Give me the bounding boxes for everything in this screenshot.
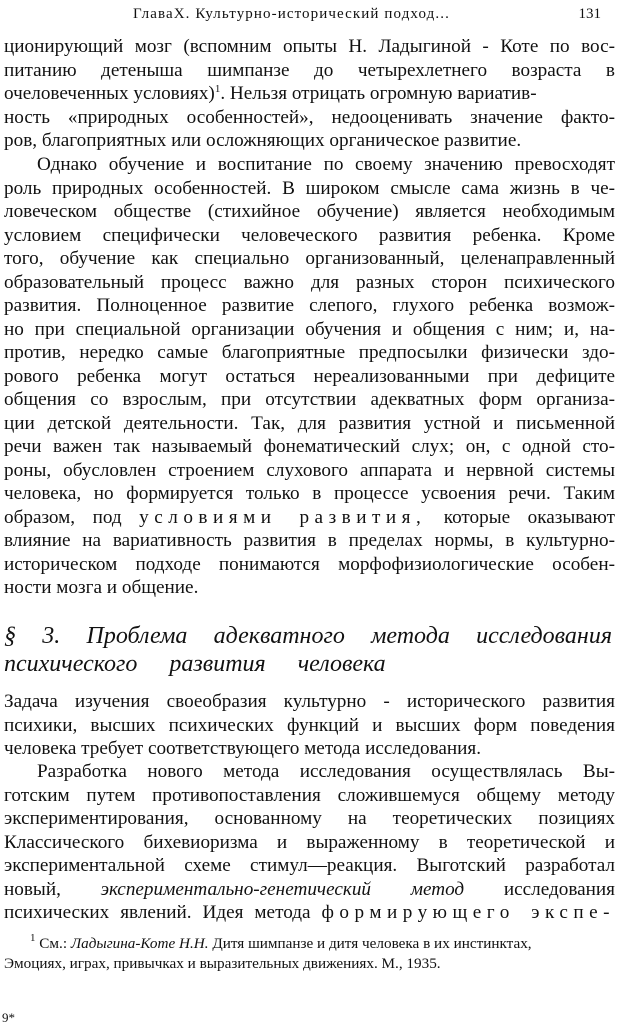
paragraph-3 — [4, 690, 615, 761]
text-line: роны, обусловлен строением слухового аппарата и нервной системы — [4, 459, 615, 481]
text-line: того, обучение как специально организованный, целенаправленный — [4, 248, 615, 269]
text-line — [4, 878, 615, 902]
spaced-emphasis: формирующего экспе- — [321, 902, 616, 923]
paragraph-4 — [4, 760, 615, 925]
paragraph-2 — [4, 153, 615, 600]
text-span: психических явлений. Идея метода — [4, 902, 311, 923]
footnote-author: Ладыгина-Коте Н.Н. — [70, 935, 209, 952]
text-line: рового ребенка могут остаться нереализованными при дефиците — [4, 365, 615, 387]
text-line: ров, благоприятных или осложняющих органическое развитие. — [4, 130, 522, 151]
text-line: ции детской деятельности. Так, для развития устной и письменной — [4, 412, 615, 434]
running-title: ГлаваХ. Культурно-исторический подход... — [133, 6, 450, 22]
text-line: роль природных особенностей. В широком смысле сама жизнь в че- — [4, 177, 615, 199]
running-header — [0, 6, 620, 26]
text-line: готским путем противопоставления сложившемуся общему методу — [4, 784, 615, 806]
text-line: психики, высших психических функций и высших форм поведения — [4, 714, 615, 736]
text-line: человека требует соответствующего метода исследования. — [4, 738, 482, 759]
text-line: против, нередко самые благоприятные предпосылки физически здо- — [4, 342, 615, 363]
text-line: общения со взрослым, при отсутствии адекватных форм организа- — [4, 389, 615, 410]
page-number: 131 — [578, 6, 601, 22]
section-heading — [4, 622, 612, 678]
heading-line: § 3. Проблема адекватного метода исследования — [4, 623, 612, 649]
text-span: новый, — [4, 878, 61, 900]
text-line: Задача изучения своеобразия культурно - исторического развития — [4, 691, 615, 712]
signature-mark: 9* — [2, 1010, 15, 1025]
text-line: ционирующий мозг (вспомним опыты Н. Ладыгиной - Коте по вос- — [4, 36, 615, 57]
text-line — [4, 82, 615, 106]
text-span: См.: — [39, 935, 68, 952]
footnote-line — [4, 934, 615, 954]
text-line: ность «природных особенностей», недооценивать значение факто- — [4, 106, 615, 128]
text-line: условием специфически человеческого развития ребенка. Кроме — [4, 224, 615, 246]
text-line: образовательный процесс важно для разных сторон психического — [4, 271, 615, 293]
text-line: влияние на вариативность развития в пределах нормы, в культурно- — [4, 530, 615, 551]
text-span: . Нельзя отрицать огромную вариатив- — [220, 83, 537, 104]
text-line: речи важен так называемый фонематический слух; он, с одной сто- — [4, 436, 615, 457]
spaced-emphasis: условиями развития, — [139, 506, 427, 528]
text-line: историческом подходе понимаются морфофизиологические особен- — [4, 553, 615, 575]
text-line: ловеческом обществе (стихийное обучение) является необходимым — [4, 201, 615, 222]
text-span: Дитя шимпанзе и дитя человека в их инстинктах, — [212, 935, 532, 952]
text-line: Классического бихевиоризма и выраженному в теоретической и — [4, 831, 615, 853]
italic-emphasis: экспериментально-генетический метод — [100, 878, 465, 900]
text-span: которые оказывают — [443, 506, 616, 528]
footnote-line: Эмоциях, играх, привычках и выразительных движениях. М., 1935. — [4, 955, 441, 972]
text-span: образом, под — [4, 506, 122, 528]
text-line: экспериментальной схеме стимул—реакция. Выготский разработал — [4, 855, 615, 876]
footnote-marker: 1 — [30, 932, 36, 944]
text-line: человека, но формируется только в процессе усвоения речи. Таким — [4, 483, 615, 504]
text-line — [4, 506, 615, 530]
text-line — [4, 901, 615, 925]
text-line: Однако обучение и воспитание по своему значению превосходят — [37, 154, 615, 175]
footnote-ref: 1 — [214, 83, 221, 95]
footnote — [4, 934, 615, 974]
text-line: но при специальной организации обучения и общения с ним; и, на- — [4, 318, 615, 340]
text-line: ности мозга и общение. — [4, 577, 199, 598]
paragraph-1 — [4, 35, 615, 153]
heading-line: психического развития человека — [4, 651, 386, 677]
text-line: питанию детеныша шимпанзе до четырехлетнего возраста в — [4, 59, 615, 81]
text-span: очеловеченных условиях) — [4, 83, 215, 104]
text-span: исследования — [503, 878, 616, 900]
text-line: экспериментирования, основанному на теоретических позициях — [4, 808, 615, 829]
text-line: Разработка нового метода исследования осуществлялась Вы- — [37, 761, 615, 782]
text-line: развития. Полноценное развитие слепого, глухого ребенка возмож- — [4, 295, 615, 316]
